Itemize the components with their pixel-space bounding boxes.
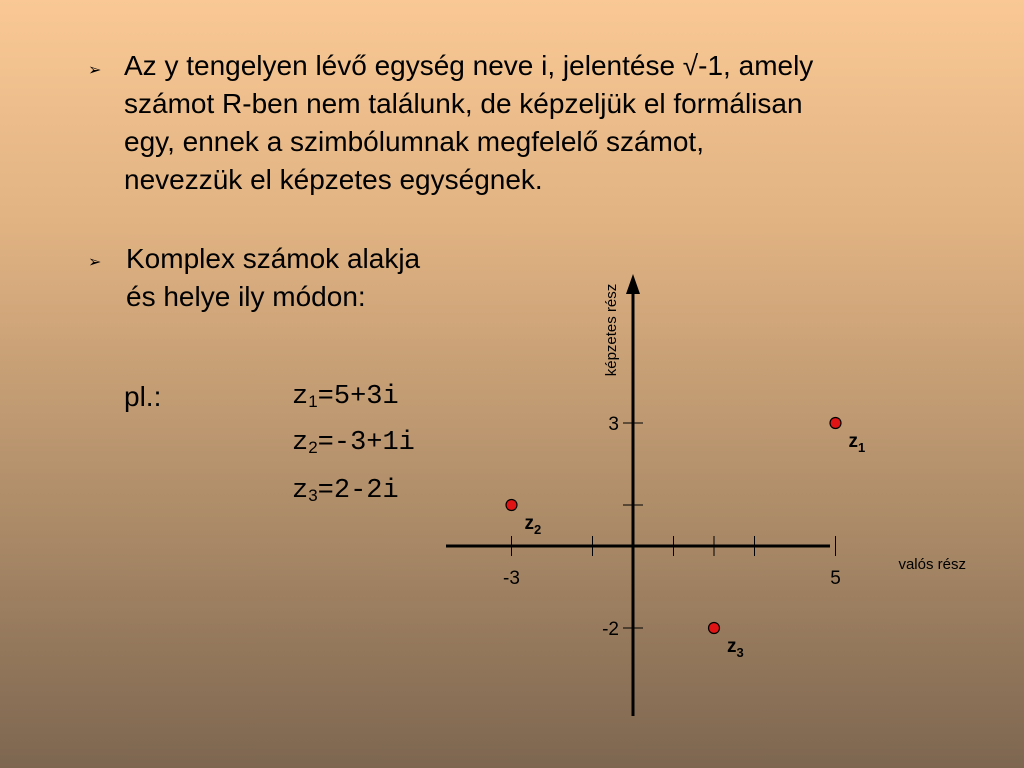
- bullet-1-line: Az y tengelyen lévő egység neve i, jelentése √-1, amely: [124, 50, 814, 81]
- bullet-1-line: nevezzük el képzetes egységnek.: [124, 164, 543, 195]
- equation-rhs: =5+3i: [317, 382, 399, 412]
- equation-var: z: [292, 476, 309, 506]
- equation-sub: 2: [308, 438, 318, 457]
- bullet-2-line: Komplex számok alakja: [126, 243, 421, 274]
- y-axis-arrowhead: [626, 274, 640, 294]
- bullet-2-line: és helye ily módon:: [126, 281, 366, 312]
- y-axis-label: képzetes rész: [603, 283, 620, 377]
- bullet-1-line: egy, ennek a szimbólumnak megfelelő számot,: [124, 126, 704, 157]
- equation-rhs: =2-2i: [317, 476, 399, 506]
- equation-var: z: [292, 428, 309, 458]
- bullet-arrow-icon: ➢: [88, 62, 102, 79]
- equation-rhs: =-3+1i: [317, 428, 415, 458]
- point-z2: [506, 500, 517, 511]
- point-label-z3: $z_3$: [727, 636, 744, 660]
- point-z3: [709, 623, 720, 634]
- equation-sub: 1: [308, 392, 318, 411]
- equation-var: z: [292, 382, 309, 412]
- bullet-arrow-icon: ➢: [88, 254, 102, 271]
- bullet-1-line: számot R-ben nem találunk, de képzeljük el formálisan: [124, 88, 803, 119]
- point-label-z1: $z_1$: [848, 431, 866, 455]
- x-tick-label: 5: [830, 568, 841, 589]
- example-prefix: pl.:: [124, 381, 162, 412]
- y-tick-label: -2: [602, 619, 619, 640]
- equation-sub: 3: [308, 486, 318, 505]
- x-tick-label: -3: [503, 568, 520, 589]
- point-z1: [830, 418, 841, 429]
- x-axis-label: valós rész: [898, 556, 966, 573]
- y-tick-label: 3: [608, 414, 619, 435]
- point-label-z2: $z_2$: [524, 513, 542, 537]
